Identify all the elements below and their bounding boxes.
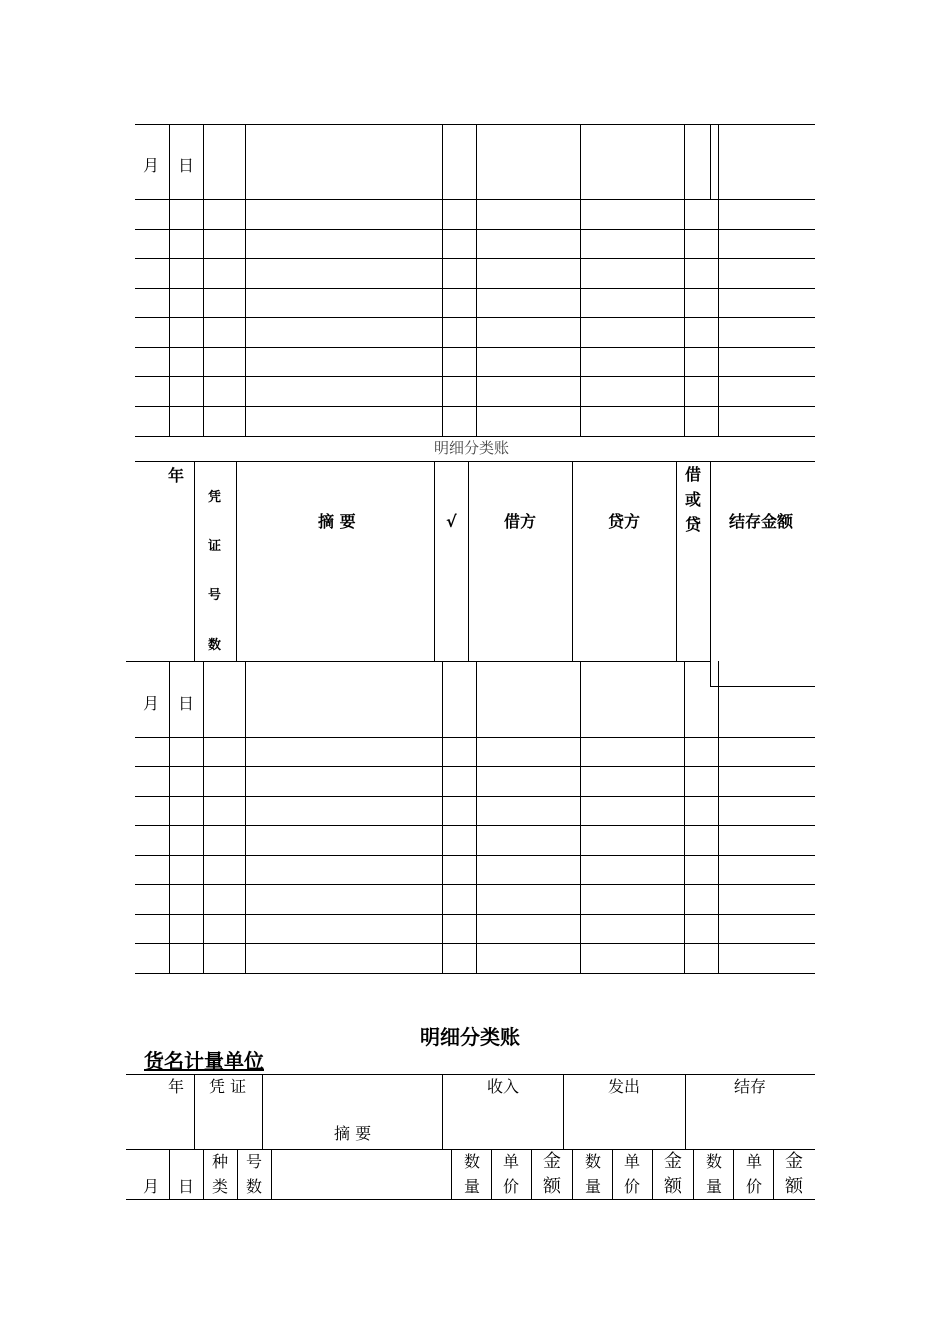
table-line	[135, 229, 815, 230]
table-line	[718, 661, 719, 973]
qty-char: 数	[464, 1152, 481, 1171]
table-line	[733, 1149, 734, 1199]
table-line	[572, 1149, 573, 1199]
table-line	[773, 1149, 774, 1199]
table-line	[685, 1074, 686, 1149]
number-char: 号	[246, 1152, 263, 1171]
table-line	[135, 199, 815, 200]
table-line	[135, 436, 815, 437]
number-char: 数	[246, 1177, 263, 1196]
table-line	[451, 1149, 452, 1199]
dc-char: 或	[685, 490, 702, 509]
table-line	[572, 461, 573, 661]
balance-header: 结存金额	[729, 512, 794, 531]
table-line	[135, 376, 815, 377]
price-char: 价	[503, 1177, 520, 1196]
table-line	[468, 461, 469, 661]
table-line	[563, 1074, 564, 1149]
kind-char: 种	[212, 1152, 229, 1171]
table-line	[135, 884, 815, 885]
qty-char: 数	[706, 1152, 723, 1171]
table-line	[135, 258, 815, 259]
kind-char: 类	[212, 1177, 229, 1196]
table-line	[135, 766, 815, 767]
ledger-caption: 明细分类账	[434, 439, 510, 457]
table-line	[612, 1149, 613, 1199]
table-line	[203, 661, 204, 973]
voucher-char: 号	[208, 588, 222, 603]
goods-unit-line: 货名计量单位	[144, 1049, 264, 1073]
day-header: 日	[178, 156, 195, 175]
year-header: 年	[168, 1077, 185, 1096]
amount-char: 金	[785, 1151, 803, 1172]
table-line	[135, 855, 815, 856]
table-line	[135, 973, 815, 974]
qty-char: 量	[464, 1177, 481, 1196]
summary-header: 摘 要	[334, 1124, 372, 1143]
table-line	[135, 406, 815, 407]
table-line	[434, 461, 435, 661]
table-line	[203, 1149, 204, 1199]
price-char: 单	[503, 1152, 520, 1171]
dc-char: 贷	[685, 515, 702, 534]
table-line	[442, 1074, 443, 1149]
table-line	[531, 1149, 532, 1199]
table-line	[652, 1149, 653, 1199]
ledger-title: 明细分类账	[420, 1025, 520, 1049]
table-line	[476, 661, 477, 973]
voucher-char: 证	[208, 539, 222, 554]
qty-char: 数	[585, 1152, 602, 1171]
month-header: 月	[143, 694, 160, 713]
table-line	[710, 686, 815, 687]
amount-char: 额	[785, 1176, 803, 1197]
table-line	[135, 796, 815, 797]
table-line	[684, 661, 685, 973]
table-line	[169, 1149, 170, 1199]
amount-char: 额	[543, 1176, 561, 1197]
table-line	[194, 1074, 195, 1149]
month-header: 月	[143, 1177, 160, 1196]
debit-header: 借方	[504, 512, 537, 531]
table-line	[476, 124, 477, 436]
stock-header: 结存	[734, 1077, 767, 1096]
table-line	[245, 661, 246, 973]
day-header: 日	[178, 1177, 195, 1196]
table-line	[135, 461, 815, 462]
table-line	[710, 124, 711, 199]
table-line	[135, 317, 815, 318]
table-line	[135, 124, 815, 125]
table-line	[135, 914, 815, 915]
table-line	[169, 661, 170, 973]
table-line	[580, 124, 581, 436]
price-char: 单	[746, 1152, 763, 1171]
month-header: 月	[143, 156, 160, 175]
table-line	[236, 461, 237, 661]
table-line	[442, 661, 443, 973]
credit-header: 贷方	[608, 512, 641, 531]
table-line	[676, 461, 677, 661]
table-line	[718, 124, 719, 436]
voucher-char: 数	[208, 638, 222, 653]
table-line	[245, 124, 246, 436]
table-line	[271, 1149, 272, 1199]
price-char: 价	[746, 1177, 763, 1196]
table-line	[135, 737, 815, 738]
table-line	[126, 1199, 815, 1200]
table-line	[684, 124, 685, 436]
table-line	[135, 661, 710, 662]
price-char: 单	[624, 1152, 641, 1171]
dc-char: 借	[685, 465, 702, 484]
table-line	[203, 124, 204, 436]
table-line	[135, 347, 815, 348]
day-header: 日	[178, 694, 195, 713]
price-char: 价	[624, 1177, 641, 1196]
table-line	[126, 1074, 815, 1075]
check-header: √	[446, 512, 457, 531]
table-line	[491, 1149, 492, 1199]
voucher-char: 凭	[208, 490, 222, 505]
table-line	[693, 1149, 694, 1199]
amount-char: 金	[543, 1151, 561, 1172]
income-header: 收入	[487, 1077, 520, 1096]
table-line	[126, 1149, 815, 1150]
table-line	[237, 1149, 238, 1199]
table-line	[442, 124, 443, 436]
issue-header: 发出	[608, 1077, 641, 1096]
table-line	[135, 825, 815, 826]
table-line	[169, 124, 170, 436]
table-line	[135, 943, 815, 944]
table-line	[580, 661, 581, 973]
table-line	[262, 1074, 263, 1149]
table-line	[135, 288, 815, 289]
year-header: 年	[168, 466, 185, 485]
amount-char: 金	[664, 1151, 682, 1172]
amount-char: 额	[664, 1176, 682, 1197]
summary-header: 摘 要	[318, 512, 356, 531]
qty-char: 量	[585, 1177, 602, 1196]
table-line	[710, 461, 711, 687]
qty-char: 量	[706, 1177, 723, 1196]
table-line	[194, 461, 195, 661]
voucher-header: 凭 证	[209, 1077, 247, 1096]
